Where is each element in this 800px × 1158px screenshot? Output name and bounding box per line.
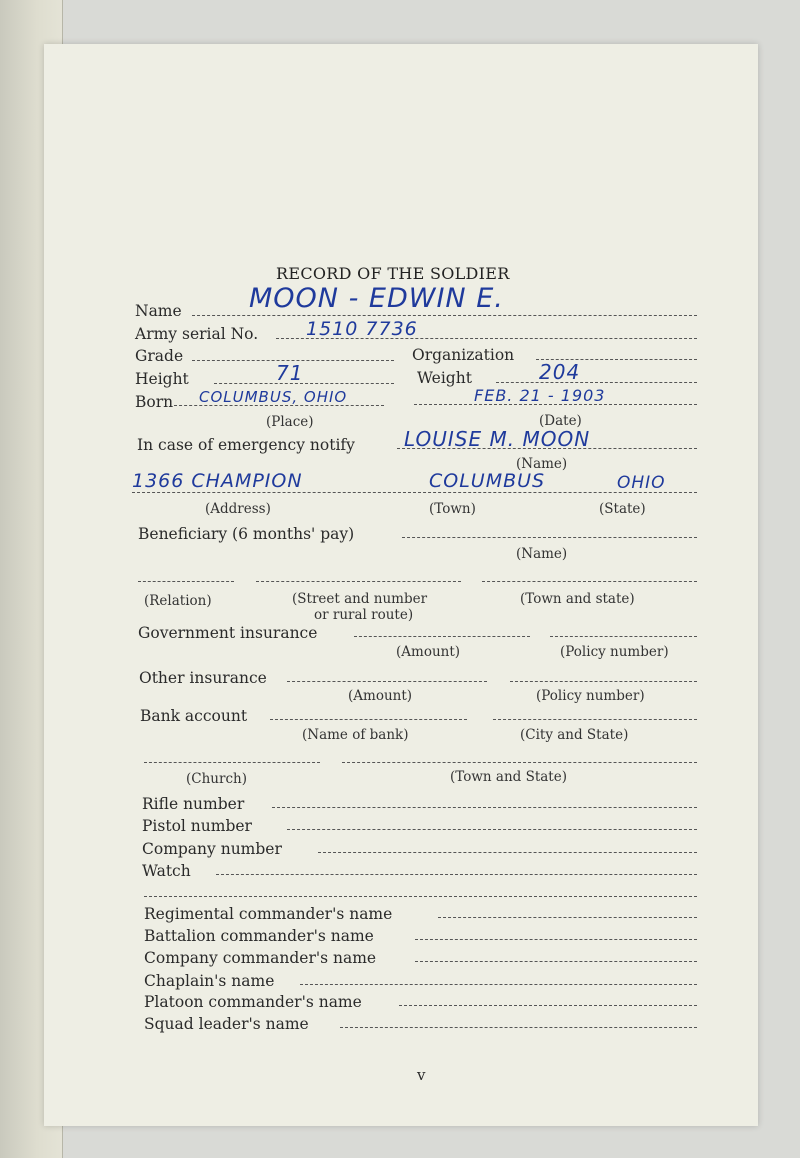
height-value: 71 xyxy=(276,361,304,385)
address-line xyxy=(132,492,697,493)
emergency-name-caption: (Name) xyxy=(516,456,568,472)
pistol-label: Pistol number xyxy=(142,817,252,835)
rifle-line xyxy=(272,807,697,808)
squad-line xyxy=(340,1027,697,1028)
weight-label: Weight xyxy=(417,369,472,387)
other-policy-line xyxy=(510,681,697,682)
church-line xyxy=(144,762,320,763)
town-state-line xyxy=(482,581,697,582)
emergency-name-value: LOUISE M. MOON xyxy=(404,427,591,451)
company-number-label: Company number xyxy=(142,840,282,858)
battalion-label: Battalion commander's name xyxy=(144,927,374,945)
born-label: Born xyxy=(135,393,174,411)
date-caption: (Date) xyxy=(539,413,582,429)
platoon-label: Platoon commander's name xyxy=(144,993,362,1011)
grade-label: Grade xyxy=(135,347,184,365)
relation-line xyxy=(138,581,234,582)
platoon-line xyxy=(399,1005,697,1006)
gov-amount-line xyxy=(354,636,530,637)
other-policy-caption: (Policy number) xyxy=(536,688,645,704)
page-title: RECORD OF THE SOLDIER xyxy=(276,264,510,283)
emergency-label: In case of emergency notify xyxy=(137,436,355,454)
gov-insurance-label: Government insurance xyxy=(138,624,318,642)
page-number: v xyxy=(417,1066,426,1084)
bank-city-line xyxy=(493,719,697,720)
regimental-line xyxy=(438,917,697,918)
watch-label: Watch xyxy=(142,862,191,880)
weight-value: 204 xyxy=(539,360,581,384)
height-label: Height xyxy=(135,370,189,388)
serial-label: Army serial No. xyxy=(135,325,259,343)
state-value: OHIO xyxy=(617,473,666,493)
town-state-caption: (Town and state) xyxy=(520,591,635,607)
gov-policy-line xyxy=(550,636,697,637)
rifle-label: Rifle number xyxy=(142,795,245,813)
beneficiary-name-caption: (Name) xyxy=(516,546,568,562)
address-value: 1366 CHAMPION xyxy=(132,470,303,492)
document-page xyxy=(44,44,758,1126)
squad-label: Squad leader's name xyxy=(144,1015,309,1033)
company-commander-line xyxy=(415,961,697,962)
church-caption: (Church) xyxy=(186,771,247,787)
town-caption: (Town) xyxy=(429,501,476,517)
address-caption: (Address) xyxy=(205,501,271,517)
beneficiary-label: Beneficiary (6 months' pay) xyxy=(138,525,355,543)
town-value: COLUMBUS xyxy=(429,470,546,492)
chaplain-label: Chaplain's name xyxy=(144,972,275,990)
weight-line xyxy=(496,382,697,383)
street-caption-2: or rural route) xyxy=(314,607,414,623)
battalion-line xyxy=(415,939,697,940)
other-amount-line xyxy=(287,681,487,682)
chaplain-line xyxy=(300,984,697,985)
bank-name-caption: (Name of bank) xyxy=(302,727,409,743)
name-label: Name xyxy=(135,302,182,320)
other-amount-caption: (Amount) xyxy=(348,688,413,704)
pistol-line xyxy=(287,829,697,830)
born-date-value: FEB. 21 - 1903 xyxy=(474,386,606,405)
state-caption: (State) xyxy=(599,501,646,517)
name-value: MOON - EDWIN E. xyxy=(249,283,504,314)
organization-label: Organization xyxy=(412,346,515,364)
company-commander-label: Company commander's name xyxy=(144,949,377,967)
church-town-caption: (Town and State) xyxy=(450,769,567,785)
serial-value: 1510 7736 xyxy=(306,318,418,340)
relation-caption: (Relation) xyxy=(144,593,212,609)
church-town-line xyxy=(342,762,697,763)
beneficiary-name-line xyxy=(402,537,697,538)
gov-amount-caption: (Amount) xyxy=(396,644,461,660)
bank-label: Bank account xyxy=(140,707,248,725)
bank-name-line xyxy=(270,719,467,720)
watch-line xyxy=(216,874,697,875)
gov-policy-caption: (Policy number) xyxy=(560,644,669,660)
place-caption: (Place) xyxy=(266,414,314,430)
name-line xyxy=(192,315,697,316)
regimental-label: Regimental commander's name xyxy=(144,905,393,923)
bank-city-caption: (City and State) xyxy=(520,727,629,743)
street-caption: (Street and number xyxy=(292,591,428,607)
born-place-value: COLUMBUS, OHIO xyxy=(199,388,348,406)
height-line xyxy=(214,383,394,384)
blank-line xyxy=(144,896,697,897)
other-insurance-label: Other insurance xyxy=(139,669,267,687)
company-number-line xyxy=(318,852,697,853)
street-line xyxy=(256,581,461,582)
